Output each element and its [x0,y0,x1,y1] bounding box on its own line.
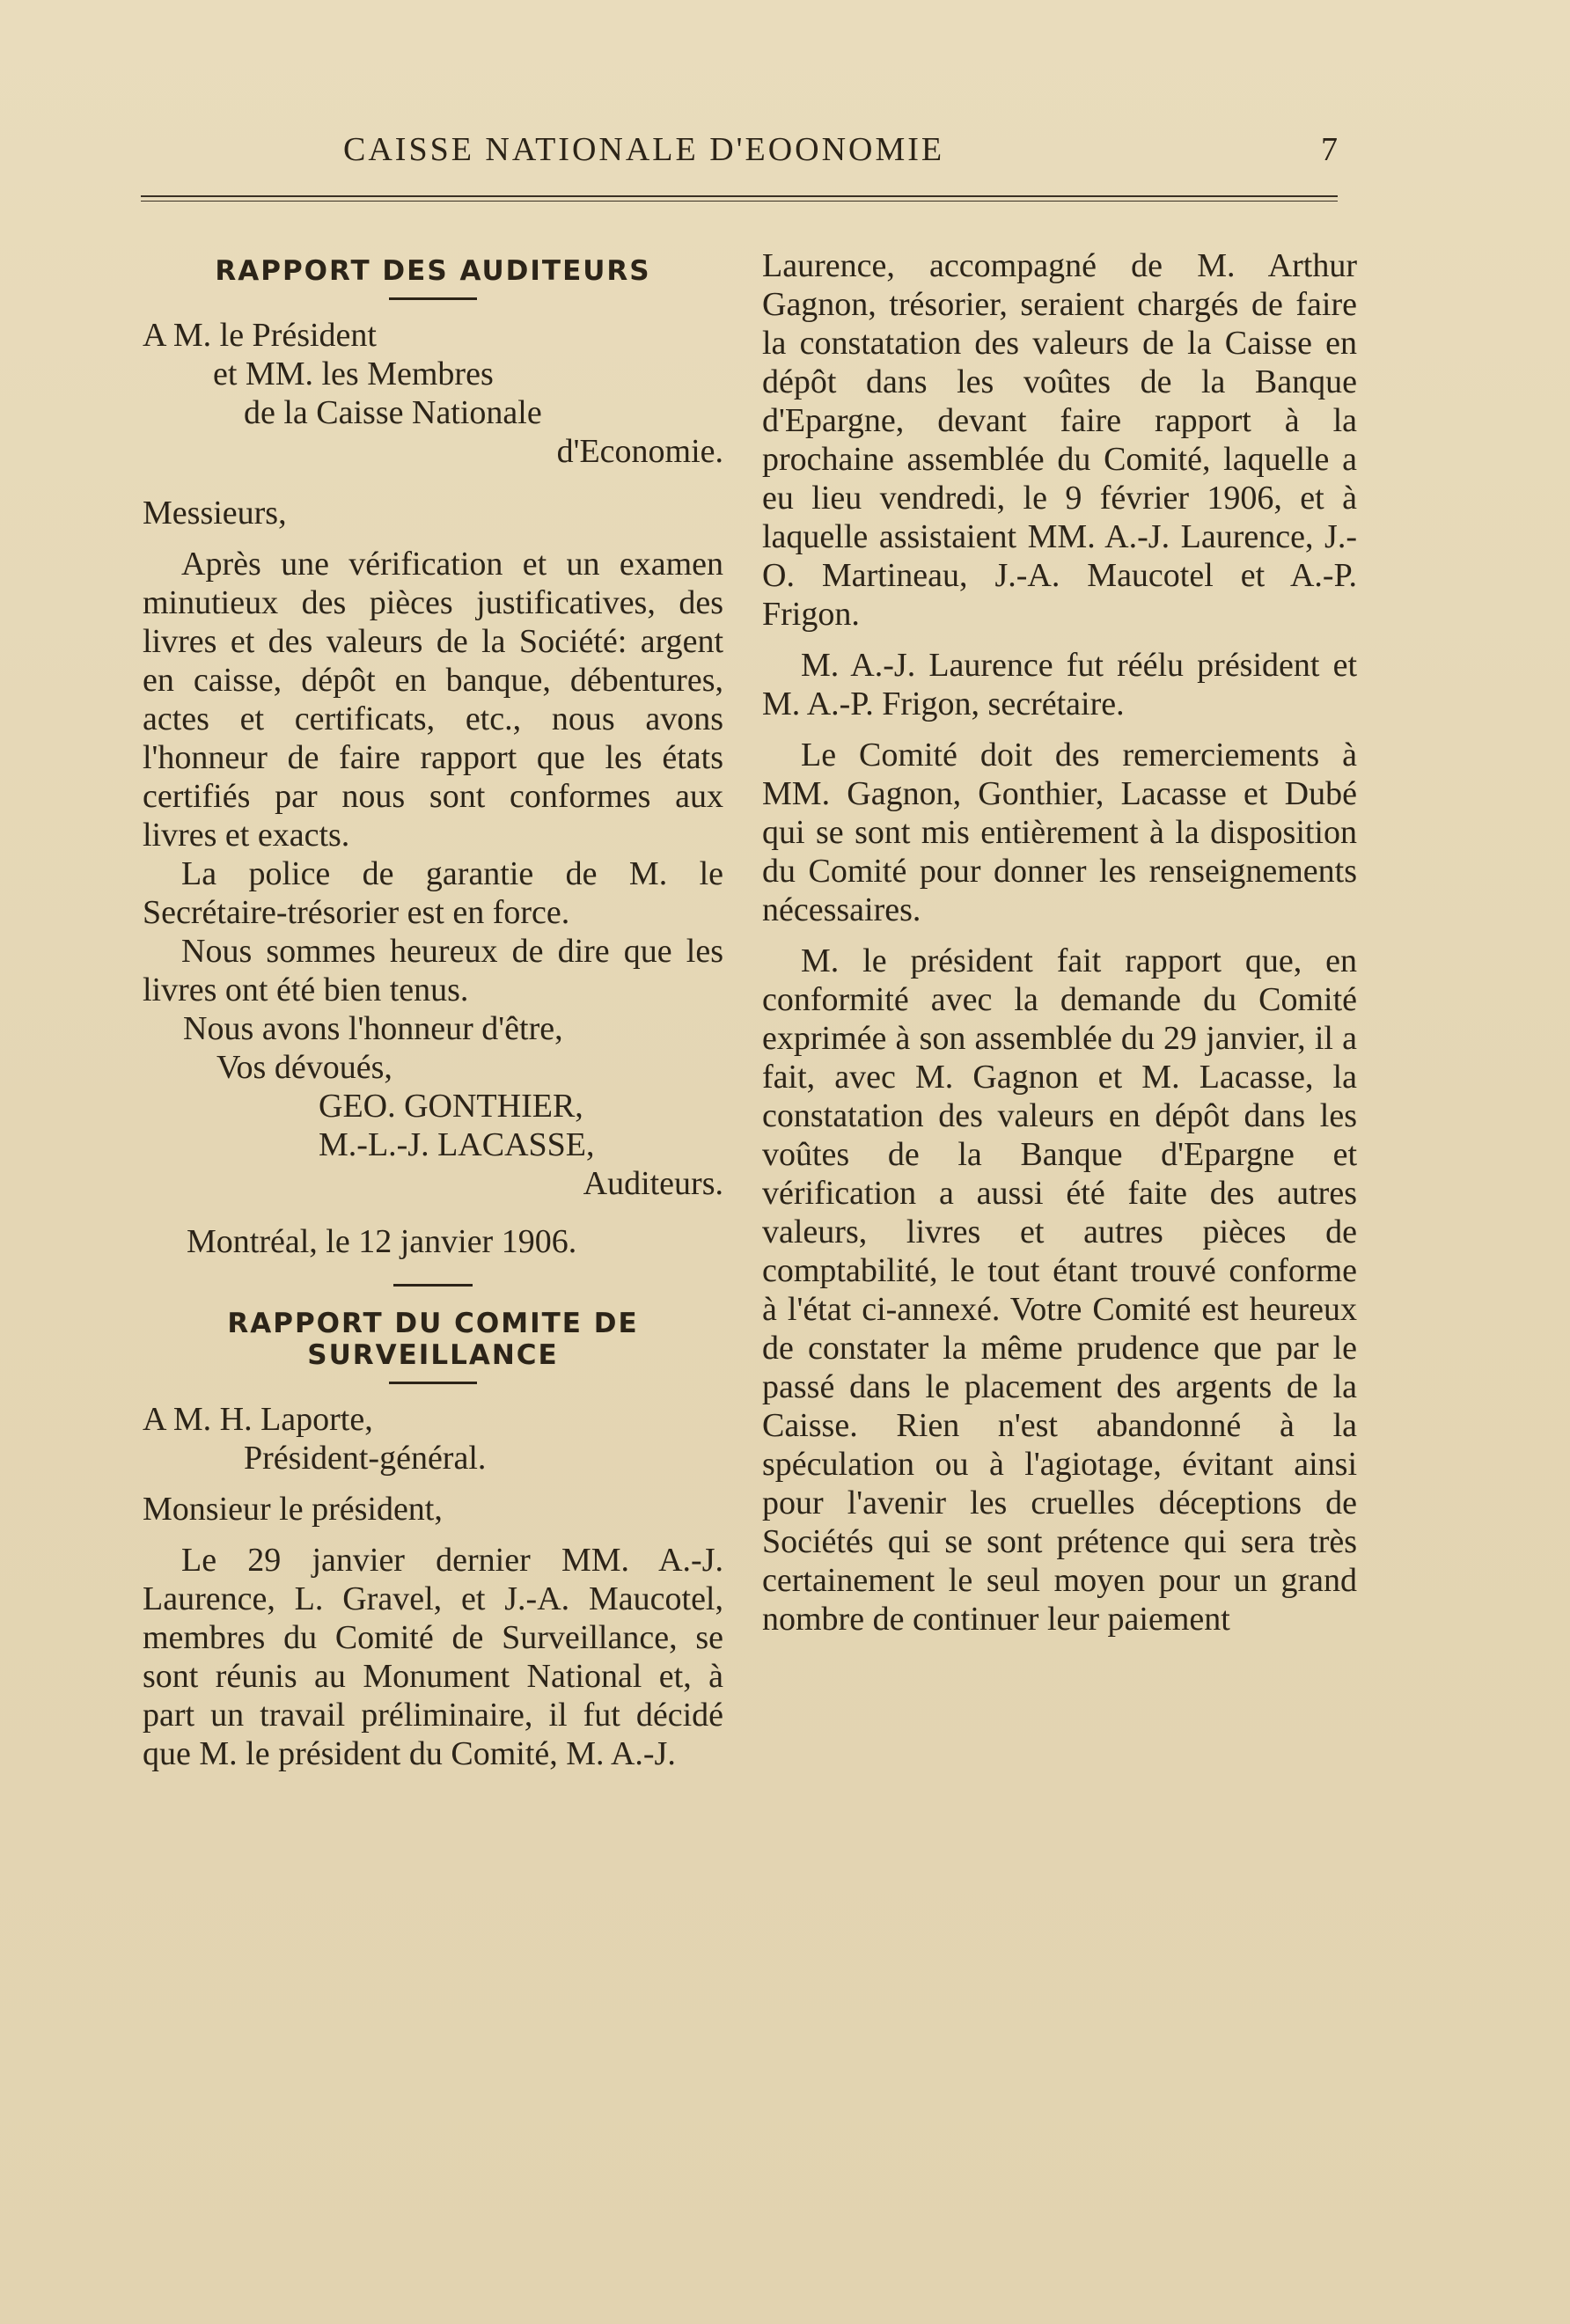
auditors-paragraph-1: Après une vérification et un examen minutieux des pièces justificatives, des livres et des valeurs de la Société: argent en caisse, dépôt en banque, débentures, actes et certificats, etc., nous avons l'honneur de faire rapport que les états certifiés par nous sont conformes aux livres et exacts. [143,546,723,854]
auditors-address-line-4: d'Economie. [556,433,723,470]
section-divider [393,1284,473,1287]
auditors-signatory-2: M.-L.-J. LACASSE, [319,1126,595,1163]
heading-divider [389,297,477,300]
committee-paragraph-4: M. le président fait rapport que, en conformité avec la demande du Comité exprimée à son assemblée du 29 janvier, il a fait, avec M. Gagnon et M. Lacasse, la constatation des valeurs en dépôt dans les voûtes de la Banque d'Epargne et vérification a aussi été faite des autres valeurs, livres et autres pièces de comptabilité, le tout étant trouvé conforme à l'état ci-annexé. Votre Comité est heureux de constater la même prudence que par le passé dans le placement des argents de la Caisse. Rien n'est abandonné à la spéculation ou à l'agiotage, évitant ainsi pour l'avenir les cruelles déceptions de Sociétés qui se sont prétence qui sera très certainement le seul moyen pour un grand nombre de continuer leur paiement [762,942,1357,1638]
auditors-sign-close: Vos dévoués, [216,1049,392,1086]
auditors-address-line-3: de la Caisse Nationale [244,394,542,431]
committee-paragraph-3: Le Comité doit des remerciements à MM. Gagnon, Gonthier, Lacasse et Dubé qui se sont mis entièrement à la disposition du Comité pour donner les renseignements nécessaires. [762,737,1357,928]
auditors-paragraph-2: La police de garantie de M. le Secrétaire-trésorier est en force. [143,855,723,931]
auditors-address-line-2: et MM. les Membres [213,356,494,392]
auditors-date-line: Montréal, le 12 janvier 1906. [187,1223,577,1260]
heading-divider [389,1382,477,1384]
page-number: 7 [1321,131,1338,168]
auditors-sign-intro: Nous avons l'honneur d'être, [183,1010,563,1047]
committee-address-line-2: Président-général. [244,1440,487,1477]
committee-salutation: Monsieur le président, [143,1491,443,1528]
right-column [762,246,1357,1639]
committee-paragraph-1: Le 29 janvier dernier MM. A.-J. Laurence, L. Gravel, et J.-A. Maucotel, membres du Comité de Surveillance, se sont réunis au Monument National et, à part un travail préliminaire, il fut décidé que M. le président du Comité, M. A.-J. [143,1542,723,1772]
auditors-signatory-1: GEO. GONTHIER, [319,1088,583,1125]
committee-paragraph-1-continued: Laurence, accompagné de M. Arthur Gagnon, trésorier, seraient chargés de faire la constatation des valeurs de la Caisse en dépôt dans les voûtes de la Banque d'Epargne, devant faire rapport à la prochaine assemblée du Comité, laquelle a eu lieu vendredi, le 9 février 1906, et à laquelle assistaient MM. A.-J. Laurence, J.-O. Martineau, J.-A. Maucotel et A.-P. Frigon. [762,247,1357,633]
committee-paragraph-2: M. A.-J. Laurence fut réélu président et M. A.-P. Frigon, secrétaire. [762,647,1357,722]
auditors-paragraph-3: Nous sommes heureux de dire que les livres ont été bien tenus. [143,933,723,1008]
committee-report-heading: RAPPORT DU COMITE DE SURVEILLANCE [227,1308,639,1371]
auditors-signatory-role: Auditeurs. [583,1165,723,1202]
left-column [143,246,723,1773]
auditors-address-line-1: A M. le Président [143,317,377,354]
auditors-report-heading: RAPPORT DES AUDITEURS [215,255,651,287]
running-title: CAISSE NATIONALE D'EOONOMIE [343,131,945,168]
committee-address-line-1: A M. H. Laporte, [143,1401,373,1438]
header-rule [141,195,1338,202]
auditors-salutation: Messieurs, [143,495,287,532]
page-header [141,130,1338,183]
